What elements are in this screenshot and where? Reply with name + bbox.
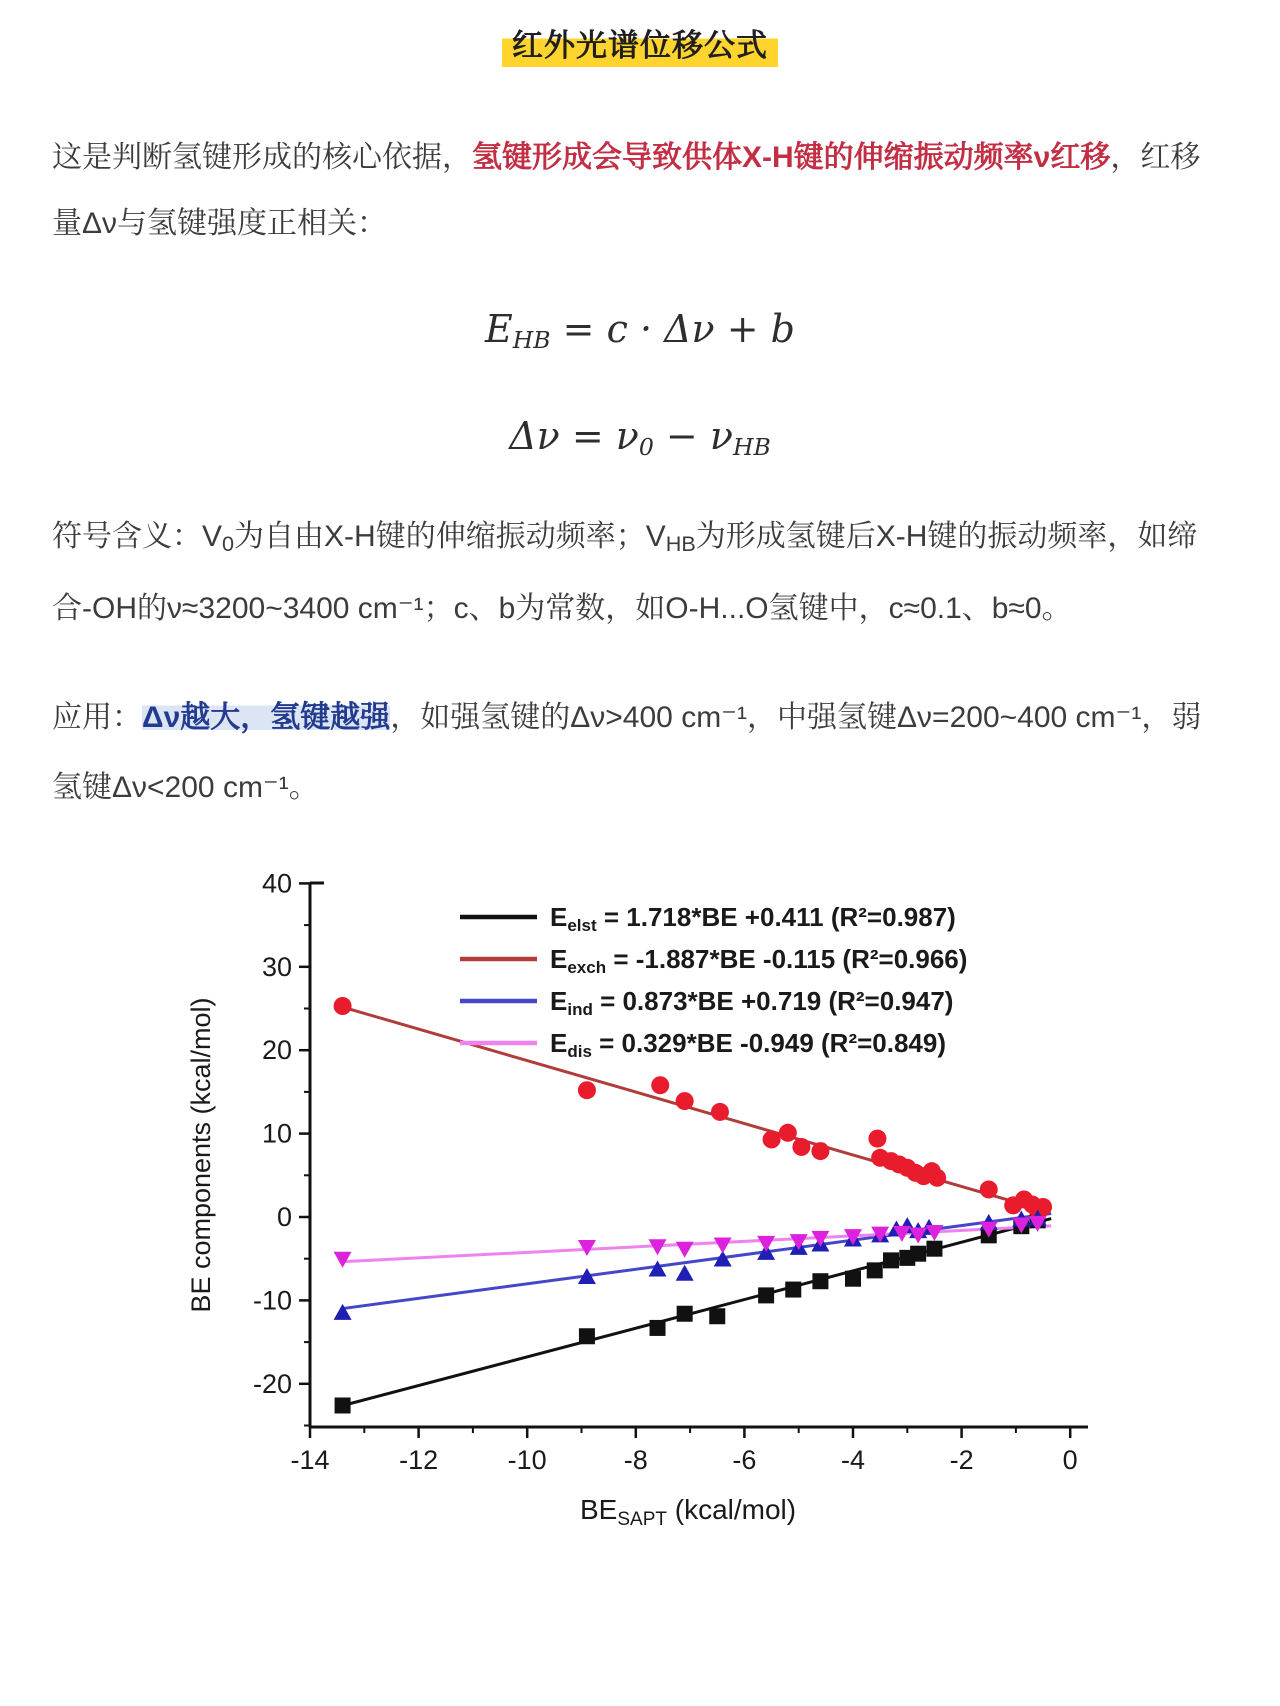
- y-tick-label: 40: [261, 868, 292, 899]
- data-point-E_dis: [334, 1251, 352, 1267]
- data-point-E_elst: [845, 1270, 861, 1286]
- x-tick-label: -8: [623, 1444, 648, 1475]
- data-point-E_exch: [711, 1103, 729, 1121]
- data-point-E_dis: [714, 1237, 732, 1253]
- y-tick-label: 30: [261, 951, 292, 982]
- application-text-2: ，如强氢键的Δν>400 cm⁻¹，中强氢键Δν=200~400 cm⁻¹，弱氢键Δν<200 cm⁻¹。: [52, 700, 1202, 805]
- formula-ehb-var: E: [485, 307, 513, 351]
- symbols-paragraph: [52, 501, 1222, 645]
- x-tick-label: -6: [732, 1444, 757, 1475]
- formula-ehb-sub: HB: [512, 325, 551, 354]
- application-emphasis-blue: Δν越大，氢键越强: [142, 700, 391, 734]
- data-point-E_elst: [758, 1287, 774, 1303]
- x-tick-label: 0: [1062, 1444, 1078, 1475]
- data-point-E_exch: [779, 1124, 797, 1142]
- legend-label-E_elst: Eelst = 1.718*BE +0.411 (R²=0.987): [550, 901, 956, 935]
- legend-label-E_exch: Eexch = -1.887*BE -0.115 (R²=0.966): [550, 943, 968, 977]
- symbols-text-2: 为自由X-H键的伸缩振动频率；V: [234, 519, 666, 553]
- data-point-E_exch: [868, 1129, 886, 1147]
- data-point-E_ind: [676, 1264, 694, 1280]
- formula-ehb: [0, 307, 1280, 354]
- data-point-E_dis: [676, 1241, 694, 1257]
- data-point-E_elst: [910, 1245, 926, 1261]
- x-tick-label: -2: [949, 1444, 974, 1475]
- data-point-E_elst: [335, 1397, 351, 1413]
- chart-canvas: [150, 862, 1190, 1578]
- data-point-E_elst: [926, 1240, 942, 1256]
- fit-line-E_dis: [343, 1226, 1052, 1262]
- page-title: 红外光谱位移公式: [502, 20, 778, 69]
- data-point-E_elst: [709, 1308, 725, 1324]
- application-paragraph: [52, 683, 1222, 824]
- data-point-E_elst: [812, 1273, 828, 1289]
- y-axis-title: BE components (kcal/mol): [186, 997, 216, 1313]
- y-tick-label: -20: [252, 1368, 292, 1399]
- intro-text-2: ，红移量Δν与氢键强度正相关：: [52, 141, 1201, 240]
- fit-line-E_elst: [337, 1218, 1051, 1406]
- data-point-E_elst: [677, 1305, 693, 1321]
- y-tick-label: 10: [261, 1118, 292, 1149]
- x-tick-label: -4: [840, 1444, 866, 1475]
- formula-dnu-p2: − ν: [653, 413, 733, 458]
- data-point-E_exch: [651, 1076, 669, 1094]
- data-point-E_elst: [785, 1281, 801, 1297]
- y-tick-label: -10: [252, 1285, 292, 1316]
- data-point-E_exch: [811, 1142, 829, 1160]
- y-tick-label: 0: [276, 1201, 292, 1232]
- data-point-E_exch: [578, 1081, 596, 1099]
- data-point-E_exch: [928, 1169, 946, 1187]
- intro-paragraph: [52, 125, 1222, 257]
- formula-dnu-sub2: HB: [732, 432, 771, 461]
- data-point-E_elst: [883, 1252, 899, 1268]
- x-tick-label: -14: [290, 1444, 330, 1475]
- title-bar: [0, 0, 1280, 69]
- formula-dnu-sub1: 0: [638, 432, 654, 461]
- data-point-E_elst: [650, 1320, 666, 1336]
- data-point-E_exch: [334, 997, 352, 1015]
- legend-label-E_ind: Eind = 0.873*BE +0.719 (R²=0.947): [550, 985, 954, 1019]
- data-point-E_elst: [867, 1262, 883, 1278]
- data-point-E_exch: [792, 1138, 810, 1156]
- formula-ehb-rest: = c · Δν + b: [550, 307, 795, 351]
- x-axis-title: $BE_{SAPT}$ (kcal/mol): [580, 1493, 797, 1530]
- data-point-E_exch: [763, 1130, 781, 1148]
- sapt-components-chart: [150, 862, 1190, 1578]
- data-point-E_exch: [980, 1180, 998, 1198]
- fit-line-E_ind: [343, 1213, 1052, 1308]
- intro-text-1: 这是判断氢键形成的核心依据，: [52, 141, 472, 174]
- y-tick-label: 20: [261, 1034, 292, 1065]
- symbols-text-1: 符号含义：V: [52, 519, 223, 553]
- x-tick-label: -12: [399, 1444, 439, 1475]
- application-text-1: 应用：: [52, 700, 142, 734]
- intro-emphasis-red: 氢键形成会导致供体X-H键的伸缩振动频率ν红移: [472, 141, 1111, 174]
- data-point-E_exch: [676, 1092, 694, 1110]
- formula-delta-nu: [0, 414, 1280, 461]
- symbols-sub-1: 0: [222, 530, 235, 556]
- formula-dnu-p1: Δν = ν: [509, 413, 639, 458]
- x-tick-label: -10: [507, 1444, 547, 1475]
- symbols-sub-2: HB: [665, 530, 696, 556]
- legend-label-E_dis: Edis = 0.329*BE -0.949 (R²=0.849): [550, 1027, 947, 1061]
- data-point-E_elst: [579, 1328, 595, 1344]
- symbols-text-3: 为形成氢键后X-H键的振动频率，如缔合-OH的ν≈3200~3400 cm⁻¹；c、b为常数，如O-H...O氢键中，c≈0.1、b≈0。: [52, 519, 1198, 625]
